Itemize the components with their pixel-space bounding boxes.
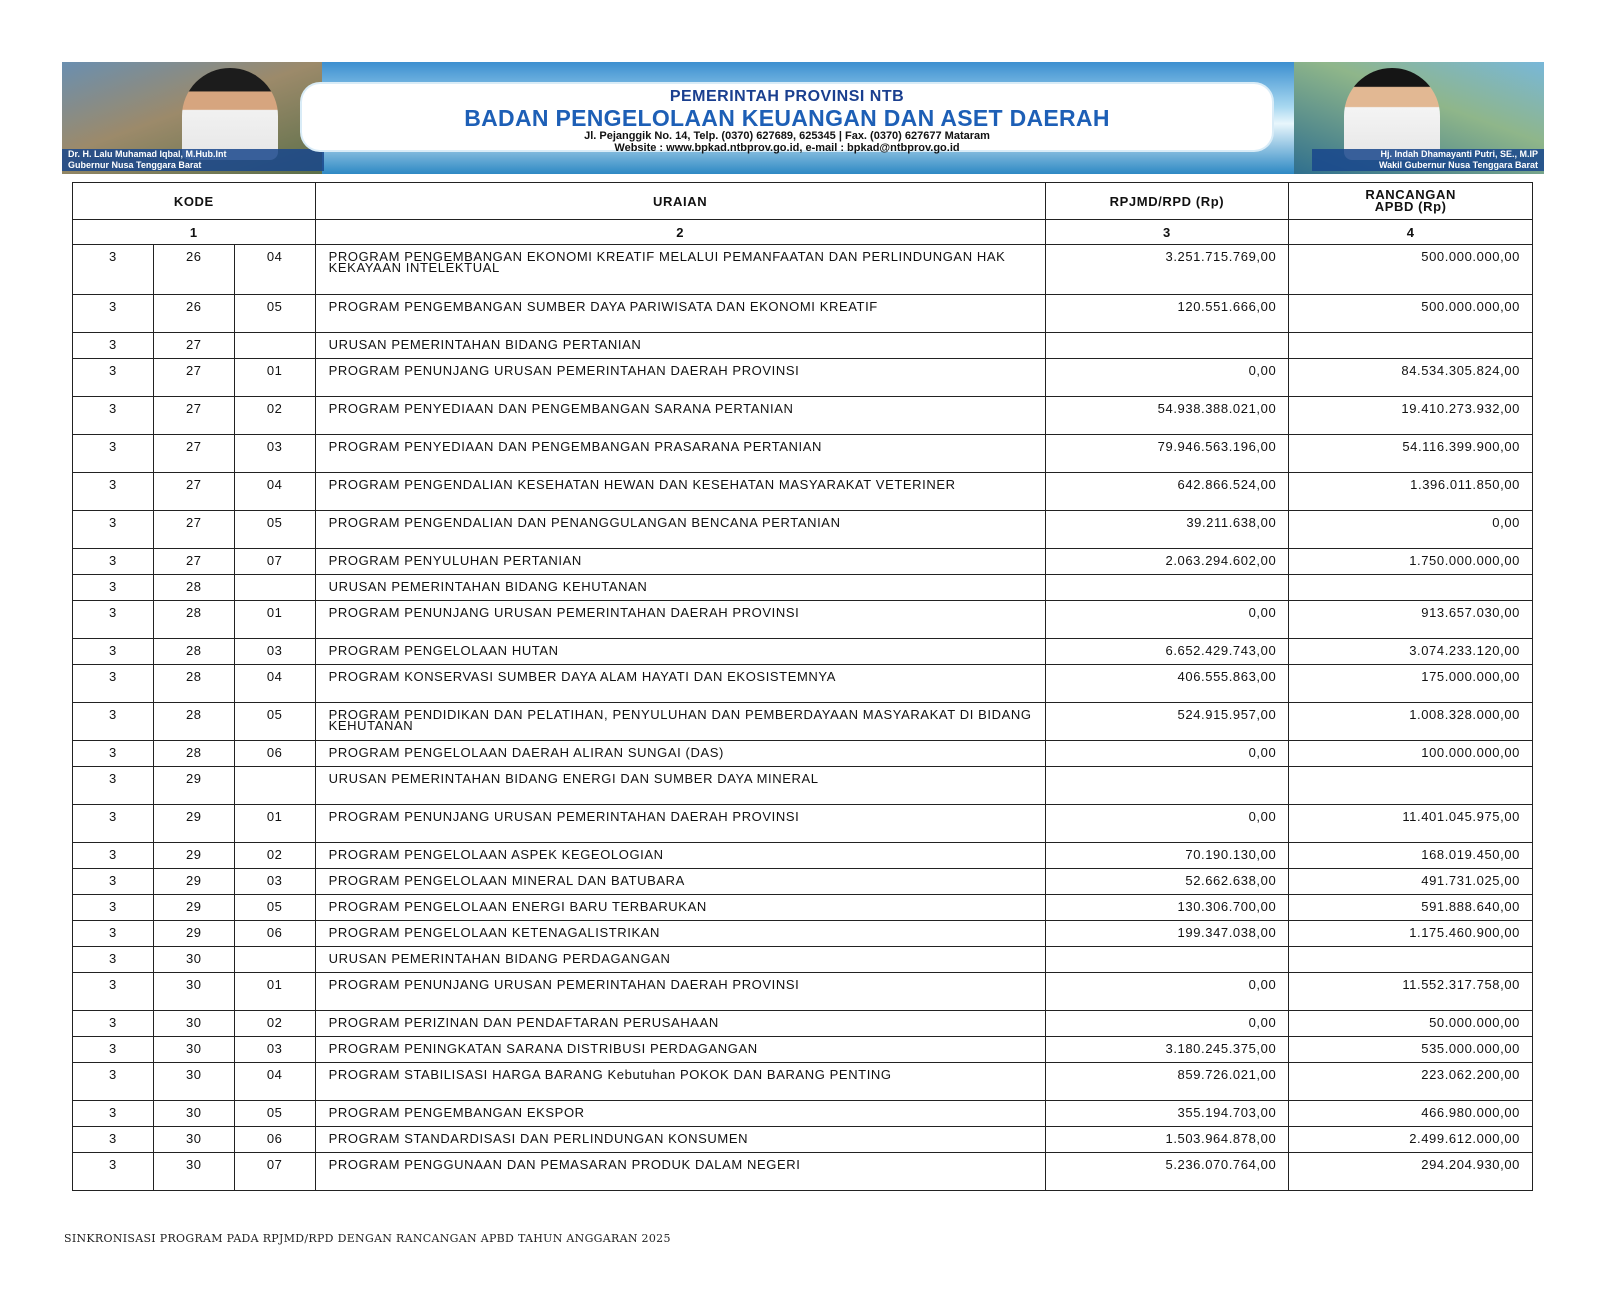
table-row <box>73 511 1533 549</box>
uraian-cell: PROGRAM PENGEMBANGAN SUMBER DAYA PARIWISATA DAN EKONOMI KREATIF <box>315 295 1045 333</box>
apbd-value-cell: 591.888.640,00 <box>1289 895 1533 921</box>
kode-urusan-cell: 3 <box>73 665 154 703</box>
kode-urusan-cell: 3 <box>73 575 154 601</box>
table-row <box>73 1153 1533 1191</box>
kode-program-cell: 02 <box>234 1011 315 1037</box>
rpjmd-value-cell: 524.915.957,00 <box>1045 703 1289 741</box>
table-row <box>73 869 1533 895</box>
kode-program-cell: 05 <box>234 895 315 921</box>
kode-bidang-cell: 28 <box>153 575 234 601</box>
kode-urusan-cell: 3 <box>73 869 154 895</box>
kode-urusan-cell: 3 <box>73 1063 154 1101</box>
header-uraian: URAIAN <box>315 183 1045 220</box>
kode-bidang-cell: 27 <box>153 397 234 435</box>
apbd-value-cell: 1.396.011.850,00 <box>1289 473 1533 511</box>
table-row <box>73 947 1533 973</box>
column-number-1: 1 <box>73 220 316 245</box>
column-number-2: 2 <box>315 220 1045 245</box>
kode-program-cell: 01 <box>234 601 315 639</box>
table-row <box>73 703 1533 741</box>
kode-program-cell: 07 <box>234 1153 315 1191</box>
apbd-value-cell: 11.552.317.758,00 <box>1289 973 1533 1011</box>
table-row <box>73 741 1533 767</box>
rpjmd-value-cell: 52.662.638,00 <box>1045 869 1289 895</box>
table-row <box>73 767 1533 805</box>
uraian-cell: PROGRAM PENYEDIAAN DAN PENGEMBANGAN SARANA PERTANIAN <box>315 397 1045 435</box>
uraian-cell: PROGRAM PENDIDIKAN DAN PELATIHAN, PENYULUHAN DAN PEMBERDAYAAN MASYARAKAT DI BIDANG KEHUTANAN <box>315 703 1045 741</box>
rpjmd-value-cell: 0,00 <box>1045 601 1289 639</box>
table-row <box>73 805 1533 843</box>
uraian-cell: PROGRAM PENUNJANG URUSAN PEMERINTAHAN DAERAH PROVINSI <box>315 359 1045 397</box>
rpjmd-value-cell: 130.306.700,00 <box>1045 895 1289 921</box>
table-row <box>73 295 1533 333</box>
apbd-value-cell: 913.657.030,00 <box>1289 601 1533 639</box>
vice-governor-role: Wakil Gubernur Nusa Tenggara Barat <box>1378 160 1538 170</box>
kode-urusan-cell: 3 <box>73 767 154 805</box>
kode-urusan-cell: 3 <box>73 1037 154 1063</box>
apbd-value-cell: 535.000.000,00 <box>1289 1037 1533 1063</box>
rpjmd-value-cell: 3.180.245.375,00 <box>1045 1037 1289 1063</box>
apbd-value-cell: 0,00 <box>1289 511 1533 549</box>
kode-bidang-cell: 30 <box>153 1063 234 1101</box>
uraian-cell: PROGRAM PENUNJANG URUSAN PEMERINTAHAN DAERAH PROVINSI <box>315 805 1045 843</box>
governor-photo <box>182 68 278 160</box>
table-row <box>73 333 1533 359</box>
kode-program-cell: 03 <box>234 869 315 895</box>
page-footer: SINKRONISASI PROGRAM PADA RPJMD/RPD DENGAN RANCANGAN APBD TAHUN ANGGARAN 2025 <box>64 1232 671 1245</box>
rpjmd-value-cell: 0,00 <box>1045 359 1289 397</box>
kode-program-cell <box>234 575 315 601</box>
uraian-cell: PROGRAM PENGEMBANGAN EKONOMI KREATIF MELALUI PEMANFAATAN DAN PERLINDUNGAN HAK KEKAYAAN INTELEKTUAL <box>315 245 1045 295</box>
kode-urusan-cell: 3 <box>73 295 154 333</box>
apbd-value-cell: 466.980.000,00 <box>1289 1101 1533 1127</box>
apbd-value-cell <box>1289 767 1533 805</box>
kode-bidang-cell: 27 <box>153 511 234 549</box>
kode-bidang-cell: 27 <box>153 435 234 473</box>
uraian-cell: URUSAN PEMERINTAHAN BIDANG ENERGI DAN SUMBER DAYA MINERAL <box>315 767 1045 805</box>
apbd-value-cell: 1.175.460.900,00 <box>1289 921 1533 947</box>
table-row <box>73 1127 1533 1153</box>
table-row <box>73 1037 1533 1063</box>
kode-program-cell: 06 <box>234 921 315 947</box>
apbd-value-cell: 223.062.200,00 <box>1289 1063 1533 1101</box>
column-number-3: 3 <box>1045 220 1289 245</box>
rpjmd-value-cell: 642.866.524,00 <box>1045 473 1289 511</box>
kode-urusan-cell: 3 <box>73 703 154 741</box>
table-column-number-row <box>73 220 1533 245</box>
agency-website: Website : www.bpkad.ntbprov.go.id, e-mail : bpkad@ntbprov.go.id <box>614 142 960 154</box>
kode-urusan-cell: 3 <box>73 359 154 397</box>
rpjmd-value-cell <box>1045 947 1289 973</box>
table-row <box>73 245 1533 295</box>
table-row <box>73 473 1533 511</box>
kode-bidang-cell: 27 <box>153 333 234 359</box>
kode-bidang-cell: 28 <box>153 741 234 767</box>
kode-program-cell: 01 <box>234 973 315 1011</box>
uraian-cell: PROGRAM KONSERVASI SUMBER DAYA ALAM HAYATI DAN EKOSISTEMNYA <box>315 665 1045 703</box>
table-row <box>73 665 1533 703</box>
uraian-cell: PROGRAM PENINGKATAN SARANA DISTRIBUSI PERDAGANGAN <box>315 1037 1045 1063</box>
kode-program-cell: 04 <box>234 473 315 511</box>
kode-program-cell <box>234 333 315 359</box>
kode-urusan-cell: 3 <box>73 397 154 435</box>
uraian-cell: PROGRAM PENUNJANG URUSAN PEMERINTAHAN DAERAH PROVINSI <box>315 601 1045 639</box>
table-header-row <box>73 183 1533 220</box>
apbd-value-cell: 54.116.399.900,00 <box>1289 435 1533 473</box>
kode-urusan-cell: 3 <box>73 473 154 511</box>
kode-program-cell: 06 <box>234 1127 315 1153</box>
kode-bidang-cell: 26 <box>153 245 234 295</box>
kode-urusan-cell: 3 <box>73 601 154 639</box>
kode-program-cell: 04 <box>234 1063 315 1101</box>
table-row <box>73 397 1533 435</box>
kode-bidang-cell: 30 <box>153 973 234 1011</box>
program-sync-table <box>72 182 1533 1191</box>
apbd-value-cell: 500.000.000,00 <box>1289 295 1533 333</box>
kode-program-cell: 01 <box>234 805 315 843</box>
uraian-cell: PROGRAM PENGEMBANGAN EKSPOR <box>315 1101 1045 1127</box>
kode-urusan-cell: 3 <box>73 1127 154 1153</box>
vice-governor-caption <box>1312 149 1544 171</box>
uraian-cell: PROGRAM STANDARDISASI DAN PERLINDUNGAN KONSUMEN <box>315 1127 1045 1153</box>
rpjmd-value-cell: 120.551.666,00 <box>1045 295 1289 333</box>
rpjmd-value-cell: 3.251.715.769,00 <box>1045 245 1289 295</box>
kode-urusan-cell: 3 <box>73 741 154 767</box>
apbd-value-cell <box>1289 333 1533 359</box>
kode-bidang-cell: 30 <box>153 947 234 973</box>
uraian-cell: URUSAN PEMERINTAHAN BIDANG PERTANIAN <box>315 333 1045 359</box>
table-row <box>73 1063 1533 1101</box>
rpjmd-value-cell: 0,00 <box>1045 805 1289 843</box>
kode-bidang-cell: 30 <box>153 1127 234 1153</box>
apbd-value-cell: 2.499.612.000,00 <box>1289 1127 1533 1153</box>
uraian-cell: PROGRAM PENGGUNAAN DAN PEMASARAN PRODUK DALAM NEGERI <box>315 1153 1045 1191</box>
uraian-cell: URUSAN PEMERINTAHAN BIDANG PERDAGANGAN <box>315 947 1045 973</box>
kode-program-cell: 05 <box>234 511 315 549</box>
table-row <box>73 575 1533 601</box>
header-kode: KODE <box>73 183 316 220</box>
header-banner <box>62 62 1544 174</box>
rpjmd-value-cell: 6.652.429.743,00 <box>1045 639 1289 665</box>
kode-urusan-cell: 3 <box>73 549 154 575</box>
uraian-cell: URUSAN PEMERINTAHAN BIDANG KEHUTANAN <box>315 575 1045 601</box>
table-row <box>73 601 1533 639</box>
kode-program-cell: 06 <box>234 741 315 767</box>
kode-bidang-cell: 27 <box>153 359 234 397</box>
rpjmd-value-cell: 355.194.703,00 <box>1045 1101 1289 1127</box>
column-number-4: 4 <box>1289 220 1533 245</box>
apbd-value-cell: 1.008.328.000,00 <box>1289 703 1533 741</box>
kode-bidang-cell: 28 <box>153 665 234 703</box>
kode-urusan-cell: 3 <box>73 805 154 843</box>
apbd-value-cell <box>1289 947 1533 973</box>
table-row <box>73 359 1533 397</box>
rpjmd-value-cell: 70.190.130,00 <box>1045 843 1289 869</box>
kode-urusan-cell: 3 <box>73 333 154 359</box>
kode-bidang-cell: 29 <box>153 805 234 843</box>
governor-role: Gubernur Nusa Tenggara Barat <box>68 160 202 170</box>
vice-governor-name: Hj. Indah Dhamayanti Putri, SE., M.IP <box>1380 149 1538 159</box>
apbd-value-cell: 500.000.000,00 <box>1289 245 1533 295</box>
header-rancangan-line1: RANCANGAN <box>1365 187 1456 202</box>
kode-program-cell <box>234 767 315 805</box>
kode-urusan-cell: 3 <box>73 973 154 1011</box>
kode-urusan-cell: 3 <box>73 639 154 665</box>
rpjmd-value-cell: 0,00 <box>1045 973 1289 1011</box>
uraian-cell: PROGRAM PENGENDALIAN KESEHATAN HEWAN DAN KESEHATAN MASYARAKAT VETERINER <box>315 473 1045 511</box>
kode-program-cell: 02 <box>234 397 315 435</box>
kode-urusan-cell: 3 <box>73 435 154 473</box>
apbd-value-cell <box>1289 575 1533 601</box>
kode-bidang-cell: 26 <box>153 295 234 333</box>
table-row <box>73 639 1533 665</box>
uraian-cell: PROGRAM STABILISASI HARGA BARANG Kebutuhan POKOK DAN BARANG PENTING <box>315 1063 1045 1101</box>
kode-bidang-cell: 29 <box>153 869 234 895</box>
kode-bidang-cell: 27 <box>153 473 234 511</box>
kode-bidang-cell: 29 <box>153 767 234 805</box>
kode-program-cell: 03 <box>234 1037 315 1063</box>
uraian-cell: PROGRAM PENGELOLAAN KETENAGALISTRIKAN <box>315 921 1045 947</box>
kode-program-cell: 05 <box>234 703 315 741</box>
rpjmd-value-cell <box>1045 767 1289 805</box>
apbd-value-cell: 1.750.000.000,00 <box>1289 549 1533 575</box>
kode-bidang-cell: 30 <box>153 1011 234 1037</box>
uraian-cell: PROGRAM PERIZINAN DAN PENDAFTARAN PERUSAHAAN <box>315 1011 1045 1037</box>
table-body <box>73 245 1533 1191</box>
table-row <box>73 549 1533 575</box>
kode-bidang-cell: 29 <box>153 843 234 869</box>
agency-title-panel <box>302 84 1272 154</box>
kode-program-cell: 04 <box>234 665 315 703</box>
kode-bidang-cell: 28 <box>153 703 234 741</box>
kode-urusan-cell: 3 <box>73 245 154 295</box>
kode-bidang-cell: 28 <box>153 601 234 639</box>
apbd-value-cell: 19.410.273.932,00 <box>1289 397 1533 435</box>
uraian-cell: PROGRAM PENGELOLAAN ENERGI BARU TERBARUKAN <box>315 895 1045 921</box>
kode-bidang-cell: 30 <box>153 1153 234 1191</box>
kode-bidang-cell: 29 <box>153 921 234 947</box>
kode-program-cell: 04 <box>234 245 315 295</box>
apbd-value-cell: 168.019.450,00 <box>1289 843 1533 869</box>
kode-urusan-cell: 3 <box>73 843 154 869</box>
table-row <box>73 895 1533 921</box>
kode-bidang-cell: 29 <box>153 895 234 921</box>
kode-program-cell: 03 <box>234 639 315 665</box>
rpjmd-value-cell: 859.726.021,00 <box>1045 1063 1289 1101</box>
rpjmd-value-cell: 406.555.863,00 <box>1045 665 1289 703</box>
apbd-value-cell: 175.000.000,00 <box>1289 665 1533 703</box>
kode-urusan-cell: 3 <box>73 1101 154 1127</box>
apbd-value-cell: 84.534.305.824,00 <box>1289 359 1533 397</box>
rpjmd-value-cell: 0,00 <box>1045 741 1289 767</box>
header-rancangan <box>1289 183 1533 220</box>
agency-address: Jl. Pejanggik No. 14, Telp. (0370) 627689, 625345 | Fax. (0370) 627677 Mataram <box>584 130 990 142</box>
uraian-cell: PROGRAM PENGELOLAAN MINERAL DAN BATUBARA <box>315 869 1045 895</box>
header-rpjmd: RPJMD/RPD (Rp) <box>1045 183 1289 220</box>
uraian-cell: PROGRAM PENYEDIAAN DAN PENGEMBANGAN PRASARANA PERTANIAN <box>315 435 1045 473</box>
agency-title: BADAN PENGELOLAAN KEUANGAN DAN ASET DAERAH <box>464 105 1110 131</box>
rpjmd-value-cell: 0,00 <box>1045 1011 1289 1037</box>
uraian-cell: PROGRAM PENGELOLAAN HUTAN <box>315 639 1045 665</box>
kode-urusan-cell: 3 <box>73 921 154 947</box>
table-row <box>73 973 1533 1011</box>
apbd-value-cell: 491.731.025,00 <box>1289 869 1533 895</box>
uraian-cell: PROGRAM PENUNJANG URUSAN PEMERINTAHAN DAERAH PROVINSI <box>315 973 1045 1011</box>
kode-bidang-cell: 30 <box>153 1101 234 1127</box>
rpjmd-value-cell: 39.211.638,00 <box>1045 511 1289 549</box>
rpjmd-value-cell: 5.236.070.764,00 <box>1045 1153 1289 1191</box>
rpjmd-value-cell: 1.503.964.878,00 <box>1045 1127 1289 1153</box>
government-title: PEMERINTAH PROVINSI NTB <box>669 88 905 105</box>
kode-urusan-cell: 3 <box>73 1153 154 1191</box>
rpjmd-value-cell <box>1045 333 1289 359</box>
kode-program-cell <box>234 947 315 973</box>
apbd-value-cell: 50.000.000,00 <box>1289 1011 1533 1037</box>
uraian-cell: PROGRAM PENGELOLAAN DAERAH ALIRAN SUNGAI (DAS) <box>315 741 1045 767</box>
uraian-cell: PROGRAM PENYULUHAN PERTANIAN <box>315 549 1045 575</box>
rpjmd-value-cell: 2.063.294.602,00 <box>1045 549 1289 575</box>
rpjmd-value-cell: 54.938.388.021,00 <box>1045 397 1289 435</box>
kode-urusan-cell: 3 <box>73 1011 154 1037</box>
kode-program-cell: 07 <box>234 549 315 575</box>
table-row <box>73 1101 1533 1127</box>
apbd-value-cell: 3.074.233.120,00 <box>1289 639 1533 665</box>
rpjmd-value-cell <box>1045 575 1289 601</box>
kode-bidang-cell: 30 <box>153 1037 234 1063</box>
rpjmd-value-cell: 79.946.563.196,00 <box>1045 435 1289 473</box>
table-row <box>73 843 1533 869</box>
kode-urusan-cell: 3 <box>73 511 154 549</box>
kode-bidang-cell: 28 <box>153 639 234 665</box>
kode-urusan-cell: 3 <box>73 947 154 973</box>
governor-name: Dr. H. Lalu Muhamad Iqbal, M.Hub.Int <box>68 149 227 159</box>
kode-program-cell: 05 <box>234 295 315 333</box>
apbd-value-cell: 294.204.930,00 <box>1289 1153 1533 1191</box>
uraian-cell: PROGRAM PENGELOLAAN ASPEK KEGEOLOGIAN <box>315 843 1045 869</box>
table-row <box>73 921 1533 947</box>
governor-caption <box>62 149 324 171</box>
apbd-value-cell: 100.000.000,00 <box>1289 741 1533 767</box>
header-rancangan-line2: APBD (Rp) <box>1374 199 1447 214</box>
kode-program-cell: 05 <box>234 1101 315 1127</box>
rpjmd-value-cell: 199.347.038,00 <box>1045 921 1289 947</box>
table-row <box>73 435 1533 473</box>
kode-bidang-cell: 27 <box>153 549 234 575</box>
kode-program-cell: 01 <box>234 359 315 397</box>
kode-program-cell: 03 <box>234 435 315 473</box>
apbd-value-cell: 11.401.045.975,00 <box>1289 805 1533 843</box>
table-row <box>73 1011 1533 1037</box>
kode-urusan-cell: 3 <box>73 895 154 921</box>
kode-program-cell: 02 <box>234 843 315 869</box>
vice-governor-photo <box>1344 68 1440 160</box>
uraian-cell: PROGRAM PENGENDALIAN DAN PENANGGULANGAN BENCANA PERTANIAN <box>315 511 1045 549</box>
